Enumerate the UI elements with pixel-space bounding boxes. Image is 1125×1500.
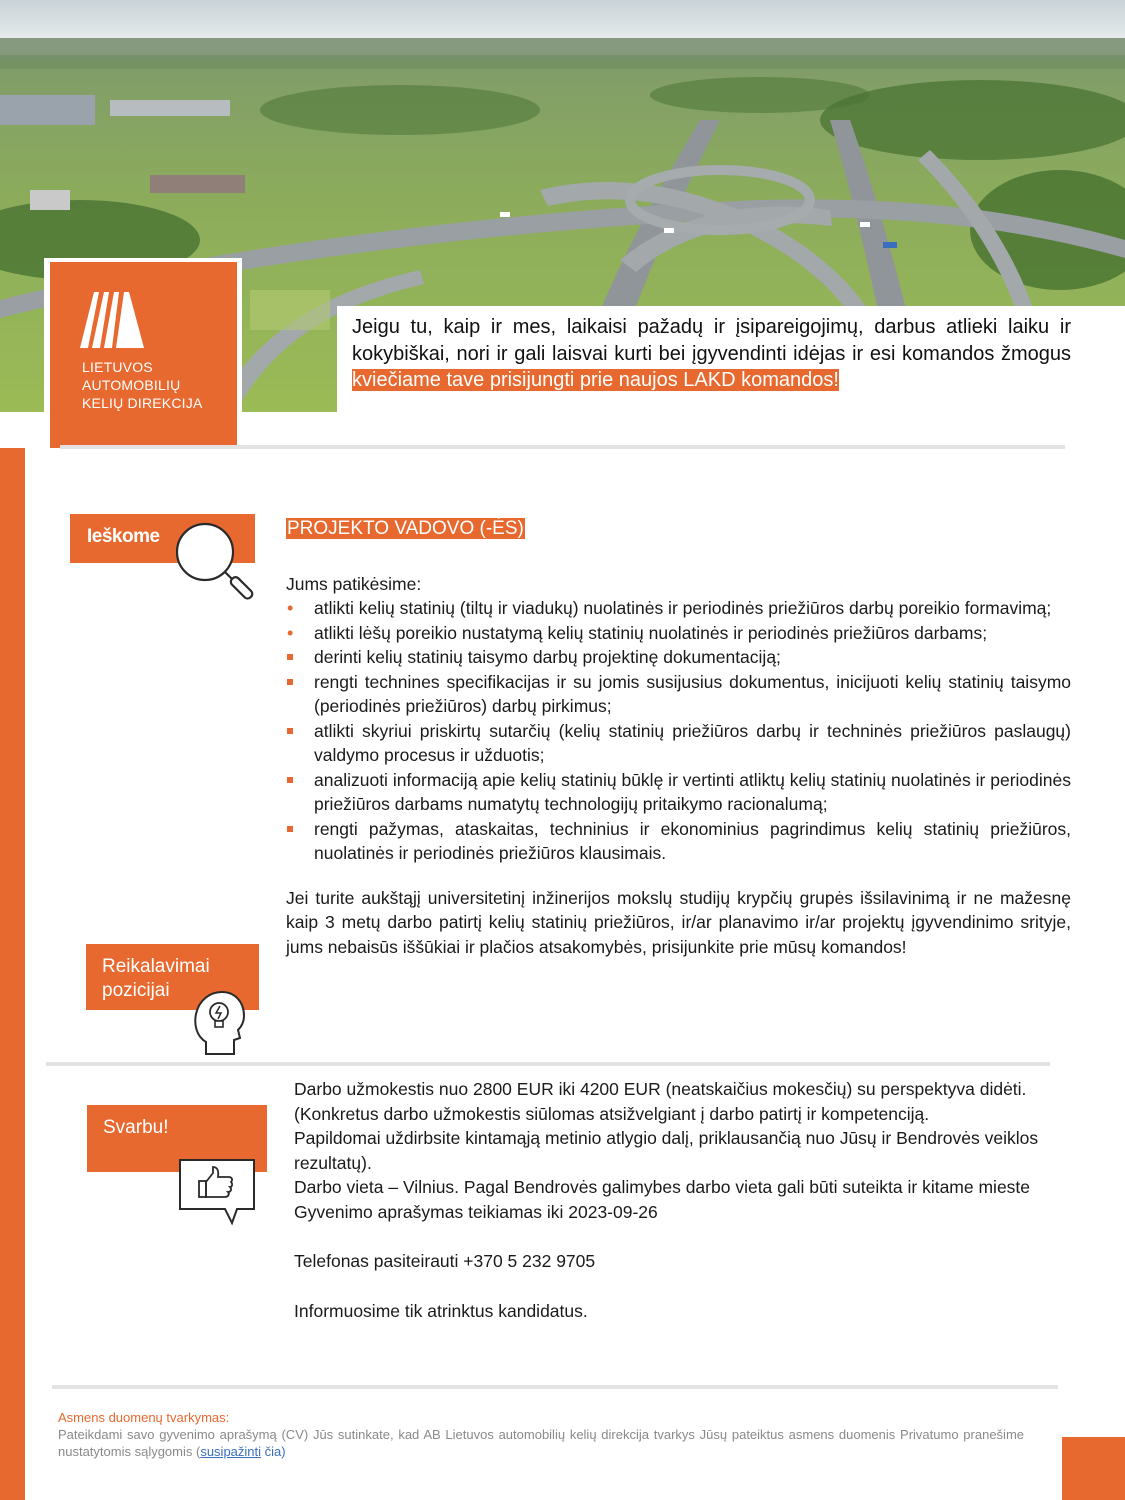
middle-divider — [46, 1062, 1050, 1066]
bullet-dot-icon: • — [287, 622, 294, 643]
bullet-square-icon — [287, 728, 293, 734]
lakd-logo — [50, 262, 237, 448]
logo-wordmark — [82, 358, 202, 412]
intro-sentence: Jeigu tu, kaip ir mes, laikaisi pažadų ir įsipareigojimų, darbus atlieki laiku ir kokybiškai, nori ir gali laisvai kurti bei įgyvendinti idėjas ir esi komandos žmogus — [352, 316, 1071, 365]
notice-text: Informuosime tik atrinktus kandidatus. — [294, 1300, 588, 1321]
position-section — [286, 516, 1071, 959]
phone-text: Telefonas pasiteirauti +370 5 232 9705 — [294, 1251, 596, 1271]
corner-accent-square — [1062, 1437, 1125, 1500]
intro-text — [352, 314, 1071, 394]
bullet-square-icon — [287, 679, 293, 685]
bullet-square-icon — [287, 777, 293, 783]
bullet-square-icon — [287, 654, 293, 660]
duties-list — [286, 596, 1071, 866]
list-item — [286, 645, 1071, 670]
left-accent-strip — [0, 448, 25, 1500]
privacy-footer — [58, 1409, 1024, 1460]
road-stripes-logo-icon — [80, 292, 144, 348]
logo-line: LIETUVOS — [82, 359, 153, 375]
salary-text: Darbo užmokestis nuo 2800 EUR iki 4200 EUR (neatskaičius mokesčių) su perspektyva didėti. — [294, 1079, 1027, 1099]
duty-text: atlikti lėšų poreikio nustatymą kelių statinių nuolatinės ir periodinės priežiūros darbams; — [314, 622, 988, 643]
top-divider — [60, 445, 1065, 449]
bottom-divider — [52, 1385, 1058, 1389]
intro-highlight: kviečiame tave prisijungti prie naujos LAKD komandos! — [352, 369, 839, 391]
list-item — [286, 817, 1071, 866]
position-title: PROJEKTO VADOVO (-ĖS) — [287, 518, 524, 539]
salary-note: (Konkretus darbo užmokestis siūlomas atsižvelgiant į darbo patirtį ir kompetenciją. — [294, 1103, 930, 1124]
deadline-text: Gyvenimo aprašymas teikiamas iki 2023-09-26 — [294, 1201, 658, 1222]
duty-text: atlikti kelių statinių (tiltų ir viadukų) nuolatinės ir periodinės priežiūros darbų poreikio formavimą; — [314, 598, 1052, 618]
head-lightbulb-icon — [192, 990, 246, 1056]
section-tag-label: Ieškome — [87, 526, 160, 547]
location-text: Darbo vieta – Vilnius. Pagal Bendrovės galimybes darbo vieta gali būti suteikta ir kitame mieste — [294, 1177, 1031, 1197]
list-item — [286, 670, 1071, 719]
section-tag-label: Svarbu! — [103, 1117, 169, 1138]
bonus-text: Papildomai uždirbsite kintamąją metinio atlygio dalį, priklausančią nuo Jūsų ir Bendrovės veiklos rezultatų). — [294, 1128, 1039, 1173]
privacy-link[interactable]: susipažinti — [200, 1444, 262, 1459]
bullet-dot-icon: • — [287, 598, 294, 618]
duty-text: rengti pažymas, ataskaitas, techninius ir ekonominius pagrindimus kelių statinių priežiūros, nuolatinės ir periodinės priežiūros klausimais. — [314, 818, 1071, 863]
footer-title: Asmens duomenų tvarkymas: — [58, 1410, 230, 1425]
list-item — [286, 768, 1071, 817]
section-tag-label: Reikalavimai pozicijai — [102, 956, 210, 1001]
duty-text: analizuoti informaciją apie kelių statinių būklę ir vertinti atliktų kelių statinių nuolatinės ir periodinės priežiūros darbams numatytų technologijų pritaikymo racionalumą; — [314, 769, 1071, 814]
duties-intro: Jums patikėsime: — [286, 573, 422, 594]
list-item — [286, 621, 1071, 646]
thumbs-up-speech-bubble-icon — [177, 1157, 257, 1227]
logo-line: AUTOMOBILIŲ — [82, 377, 181, 393]
duty-text: derinti kelių statinių taisymo darbų projektinę dokumentaciją; — [314, 647, 781, 667]
logo-line: KELIŲ DIREKCIJA — [82, 395, 203, 411]
magnifier-icon — [175, 522, 257, 600]
duty-text: rengti technines specifikacijas ir su jomis susijusius dokumentus, inicijuoti kelių statinių taisymo (periodinės priežiūros) darbų pirkimus; — [314, 671, 1071, 716]
list-item — [286, 596, 1071, 621]
privacy-link-suffix: čia) — [261, 1444, 286, 1459]
duty-text: atlikti skyriui priskirtų sutarčių (kelių statinių priežiūros darbų ir techninės priežiūros paslaugų) valdymo procesus ir užduotis; — [314, 720, 1071, 765]
bullet-square-icon — [287, 826, 293, 832]
footer-text — [58, 1426, 1024, 1460]
important-info — [294, 1077, 1054, 1323]
footer-body: Pateikdami savo gyvenimo aprašymą (CV) Jūs sutinkate, kad AB Lietuvos automobilių kelių direkcija tvarkys Jūsų pateiktus asmens duomenis Privatumo pranešime nustatytomis sąlygomis ( — [58, 1427, 1024, 1459]
list-item — [286, 719, 1071, 768]
requirements-text: Jei turite aukštąjį universitetinį inžinerijos mokslų studijų krypčių grupės išsilavinimą ir ne mažesnę kaip 3 metų darbo patirtį kelių statinių priežiūros, ir/ar planavimo ir/ar projektų įgyvendinimo srityje, jums nebaisūs iššūkiai ir plačios atsakomybės, prisijunkite prie mūsų komandos! — [286, 887, 1071, 957]
